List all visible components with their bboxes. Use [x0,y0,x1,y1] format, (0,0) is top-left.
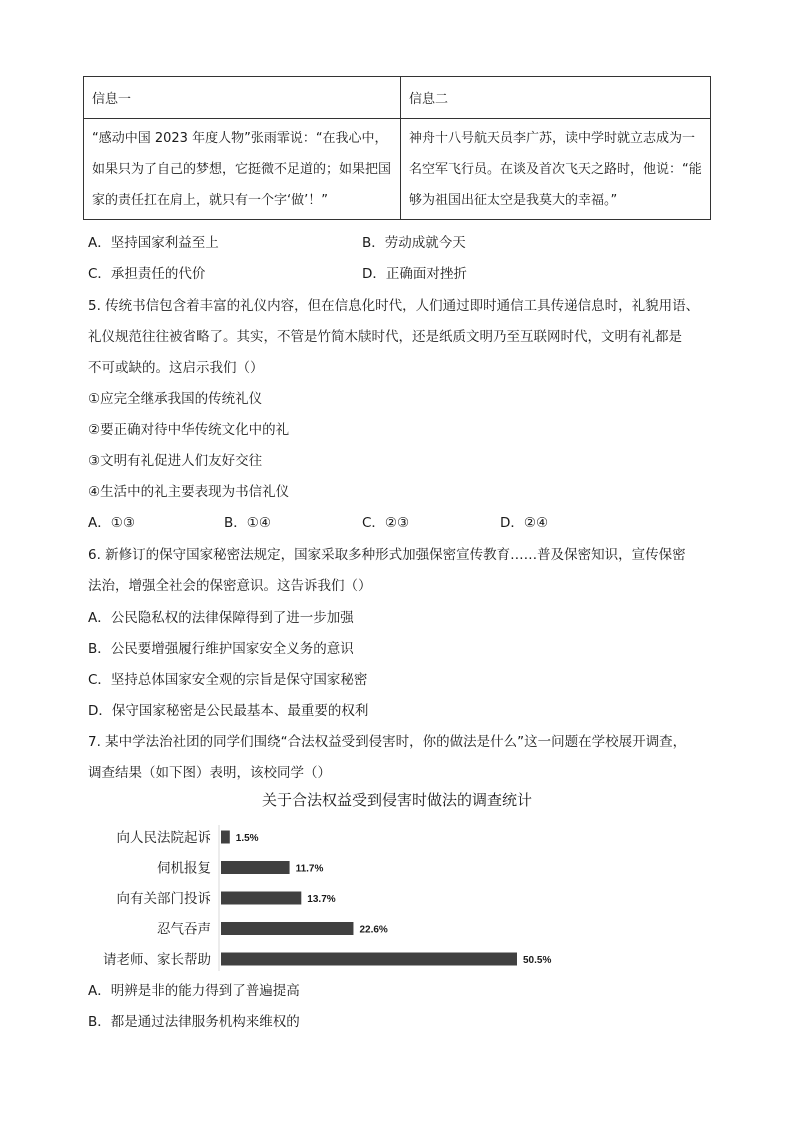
q5-item: ①应完全继承我国的传统礼仪 [88,391,263,407]
info-cell-1: “感动中国 2023 年度人物”张雨霏说：“在我心中，如果只为了自己的梦想，它挺微不足道的；如果把国家的责任扛在肩上，就只有一个字‘做’！” [84,119,401,220]
q5-item: ④生活中的礼主要表现为书信礼仪 [88,484,290,500]
data-label: 11.7% [295,863,324,875]
q5-stem-line: 5. 传统书信包含着丰富的礼仪内容，但在信息化时代，人们通过即时通信工具传递信息时，礼貌用语、 [88,298,700,314]
chart-title: 关于合法权益受到侵害时做法的调查统计 [261,791,532,809]
q6-option-d[interactable]: D．保守国家秘密是公民最基本、最重要的权利 [88,703,369,719]
q6-option-b[interactable]: B．公民要增强履行维护国家安全义务的意识 [88,641,354,657]
q7-stem-line: 7. 某中学法治社团的同学们围绕“合法权益受到侵害时，你的做法是什么”这一问题在学校展开调查， [88,734,687,750]
q5-option-c[interactable]: C．②③ [362,515,410,531]
bar [221,922,353,935]
bar [221,892,301,905]
bar [221,953,517,966]
category-label: 忍气吞声 [157,921,211,938]
q6-stem-line: 法治，增强全社会的保密意识。这告诉我们（） [88,578,372,594]
data-label: 50.5% [523,955,552,966]
q4-option-c[interactable]: C．承担责任的代价 [88,266,206,282]
q6-stem-line: 6. 新修订的保守国家秘密法规定，国家采取多种形式加强保密宣传教育……普及保密知识，宣传保密 [88,547,686,563]
bar [221,861,290,874]
q6-option-a[interactable]: A．公民隐私权的法律保障得到了进一步加强 [88,610,354,626]
q7-option-a[interactable]: A．明辨是非的能力得到了普遍提高 [88,983,300,999]
q5-option-b[interactable]: B．①④ [224,515,271,531]
q5-item: ③文明有礼促进人们友好交往 [88,453,263,469]
q5-stem-line: 不可或缺的。这启示我们（） [88,360,264,376]
info-cell-2: 神舟十八号航天员李广苏，读中学时就立志成为一名空军飞行员。在谈及首次飞天之路时，他说：“能够为祖国出征太空是我莫大的幸福。” [401,119,711,220]
category-label: 向人民法院起诉 [116,830,211,846]
q4-option-b[interactable]: B．劳动成就今天 [362,235,466,251]
q7-option-b[interactable]: B．都是通过法律服务机构来维权的 [88,1014,300,1030]
q5-item: ②要正确对待中华传统文化中的礼 [88,422,290,438]
category-label: 伺机报复 [157,860,211,877]
category-label: 请老师、家长帮助 [103,952,211,968]
bar [221,831,230,844]
q5-option-d[interactable]: D．②④ [500,515,549,531]
data-label: 13.7% [307,894,336,905]
info-header-1: 信息一 [84,77,401,119]
data-label: 22.6% [359,924,388,936]
q4-option-a[interactable]: A．坚持国家利益至上 [88,235,219,251]
info-header-2: 信息二 [401,77,711,119]
category-label: 向有关部门投诉 [116,891,211,907]
q4-option-d[interactable]: D．正确面对挫折 [362,266,467,282]
q5-option-a[interactable]: A．①③ [88,515,135,531]
q7-stem-line: 调查结果（如下图）表明，该校同学（） [88,765,331,781]
q5-stem-line: 礼仪规范往往被省略了。其实，不管是竹简木牍时代，还是纸质文明乃至互联网时代，文明有礼都是 [88,329,682,345]
q6-option-c[interactable]: C．坚持总体国家安全观的宗旨是保守国家秘密 [88,672,368,688]
data-label: 1.5% [235,833,259,844]
